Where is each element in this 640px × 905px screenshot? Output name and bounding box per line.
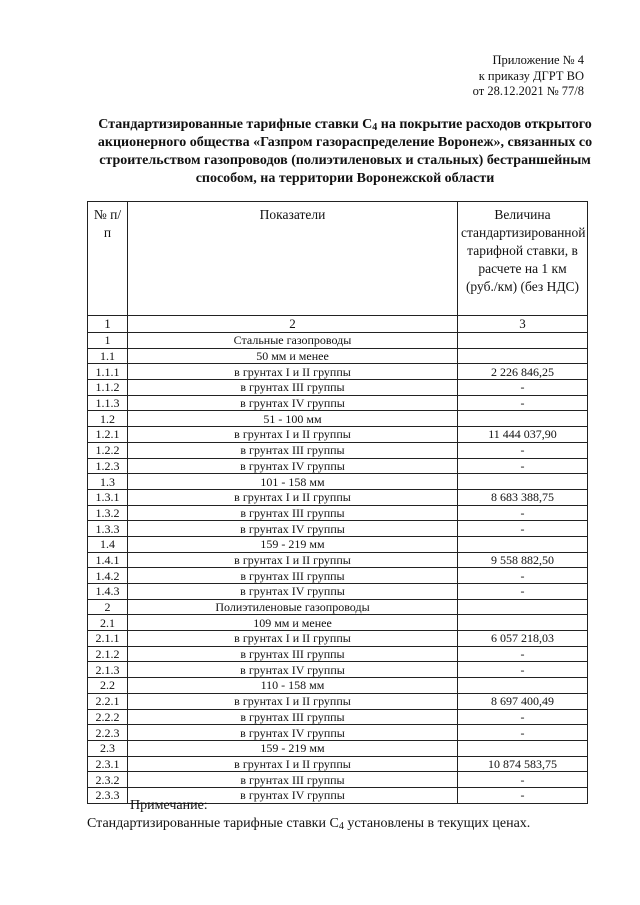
row-number: 1.2.1 xyxy=(88,427,128,443)
row-number: 1.4.1 xyxy=(88,552,128,568)
row-rate-value: 11 444 037,90 xyxy=(458,427,588,443)
table-row xyxy=(88,505,588,521)
row-indicator: 51 - 100 мм xyxy=(128,411,458,427)
row-number: 1.1 xyxy=(88,348,128,364)
row-indicator: 50 мм и менее xyxy=(128,348,458,364)
row-rate-value: - xyxy=(458,568,588,584)
row-indicator: 159 - 219 мм xyxy=(128,536,458,552)
annex-header xyxy=(473,53,584,100)
table-row xyxy=(88,364,588,380)
row-number: 2.2 xyxy=(88,678,128,694)
row-indicator: Стальные газопроводы xyxy=(128,333,458,349)
note-subscript: 4 xyxy=(338,821,344,832)
row-rate-value xyxy=(458,536,588,552)
table-row xyxy=(88,442,588,458)
row-rate-value: - xyxy=(458,709,588,725)
table-row xyxy=(88,380,588,396)
row-indicator: в грунтах III группы xyxy=(128,709,458,725)
row-indicator: в грунтах I и II группы xyxy=(128,552,458,568)
header-indicators: Показатели xyxy=(128,202,458,316)
row-indicator: в грунтах III группы xyxy=(128,505,458,521)
row-number: 2.1.2 xyxy=(88,646,128,662)
document-title xyxy=(80,116,610,188)
row-number: 1.3.1 xyxy=(88,489,128,505)
column-number-2: 2 xyxy=(128,316,458,333)
title-part-2: на покрытие расходов открытого акционерного общества «Газпром газораспределение Воронеж», связанных со строительством газопроводов (полиэтиленовых и стальных) бестраншейным способом, на территории Воронежской области xyxy=(97,117,593,186)
row-rate-value: 10 874 583,75 xyxy=(458,756,588,772)
table-row xyxy=(88,678,588,694)
tariff-rates-table xyxy=(87,201,588,804)
table-row xyxy=(88,521,588,537)
row-indicator: в грунтах IV группы xyxy=(128,521,458,537)
row-rate-value: 6 057 218,03 xyxy=(458,631,588,647)
table-row xyxy=(88,584,588,600)
row-rate-value: - xyxy=(458,772,588,788)
table-row xyxy=(88,333,588,349)
row-indicator: в грунтах III группы xyxy=(128,568,458,584)
row-number: 2.3.3 xyxy=(88,787,128,803)
row-indicator: в грунтах I и II группы xyxy=(128,756,458,772)
row-number: 2.2.2 xyxy=(88,709,128,725)
row-number: 2.3 xyxy=(88,740,128,756)
row-rate-value xyxy=(458,678,588,694)
row-rate-value: - xyxy=(458,662,588,678)
row-number: 2.3.1 xyxy=(88,756,128,772)
header-number: № п/п xyxy=(88,202,128,316)
table-row xyxy=(88,552,588,568)
column-number-1: 1 xyxy=(88,316,128,333)
row-rate-value: - xyxy=(458,505,588,521)
row-rate-value xyxy=(458,740,588,756)
column-numbers-row xyxy=(88,316,588,333)
row-number: 1.4.2 xyxy=(88,568,128,584)
row-indicator: в грунтах IV группы xyxy=(128,725,458,741)
table-row xyxy=(88,725,588,741)
row-number: 2.3.2 xyxy=(88,772,128,788)
row-rate-value: - xyxy=(458,395,588,411)
row-indicator: в грунтах III группы xyxy=(128,380,458,396)
row-rate-value: - xyxy=(458,521,588,537)
row-rate-value: - xyxy=(458,725,588,741)
table-row xyxy=(88,474,588,490)
row-rate-value: 2 226 846,25 xyxy=(458,364,588,380)
table-row xyxy=(88,740,588,756)
row-rate-value: - xyxy=(458,646,588,662)
row-number: 1.1.1 xyxy=(88,364,128,380)
title-subscript: 4 xyxy=(372,122,378,133)
row-indicator: Полиэтиленовые газопроводы xyxy=(128,599,458,615)
row-indicator: в грунтах I и II группы xyxy=(128,631,458,647)
table-row xyxy=(88,709,588,725)
table-row xyxy=(88,599,588,615)
row-rate-value: - xyxy=(458,458,588,474)
row-rate-value xyxy=(458,615,588,631)
row-indicator: в грунтах III группы xyxy=(128,772,458,788)
row-rate-value: 8 697 400,49 xyxy=(458,693,588,709)
row-number: 1.2 xyxy=(88,411,128,427)
note-part-1: Стандартизированные тарифные ставки С xyxy=(87,816,339,831)
row-rate-value xyxy=(458,599,588,615)
row-rate-value: - xyxy=(458,442,588,458)
row-indicator: в грунтах I и II группы xyxy=(128,427,458,443)
table-row xyxy=(88,536,588,552)
row-rate-value: - xyxy=(458,380,588,396)
note-part-2: установлены в текущих ценах. xyxy=(343,816,531,831)
table-row xyxy=(88,646,588,662)
table-header-row xyxy=(88,202,588,316)
table-row xyxy=(88,395,588,411)
row-number: 2.1.3 xyxy=(88,662,128,678)
row-number: 2.2.3 xyxy=(88,725,128,741)
row-number: 1 xyxy=(88,333,128,349)
table-row xyxy=(88,693,588,709)
table-row xyxy=(88,631,588,647)
annex-order-ref: к приказу ДГРТ ВО xyxy=(478,68,584,83)
table-row xyxy=(88,348,588,364)
row-number: 1.1.3 xyxy=(88,395,128,411)
row-rate-value: 8 683 388,75 xyxy=(458,489,588,505)
row-number: 1.4 xyxy=(88,536,128,552)
row-indicator: в грунтах I и II группы xyxy=(128,693,458,709)
table-row xyxy=(88,568,588,584)
table-row xyxy=(88,411,588,427)
note-label: Примечание: xyxy=(130,798,208,813)
row-indicator: 159 - 219 мм xyxy=(128,740,458,756)
row-indicator: в грунтах IV группы xyxy=(128,584,458,600)
table-row xyxy=(88,458,588,474)
row-indicator: в грунтах IV группы xyxy=(128,662,458,678)
row-number: 2.1.1 xyxy=(88,631,128,647)
row-rate-value xyxy=(458,348,588,364)
row-indicator: в грунтах III группы xyxy=(128,442,458,458)
row-indicator: 109 мм и менее xyxy=(128,615,458,631)
row-number: 1.3.3 xyxy=(88,521,128,537)
table-row xyxy=(88,489,588,505)
title-part-1: Стандартизированные тарифные ставки С xyxy=(98,117,373,132)
row-number: 1.1.2 xyxy=(88,380,128,396)
column-number-3: 3 xyxy=(458,316,588,333)
annex-order-date: от 28.12.2021 № 77/8 xyxy=(472,84,584,98)
row-number: 1.2.3 xyxy=(88,458,128,474)
row-rate-value: - xyxy=(458,584,588,600)
row-number: 2.1 xyxy=(88,615,128,631)
row-rate-value: 9 558 882,50 xyxy=(458,552,588,568)
row-number: 1.2.2 xyxy=(88,442,128,458)
row-indicator: в грунтах IV группы xyxy=(128,395,458,411)
row-rate-value xyxy=(458,411,588,427)
row-indicator: в грунтах IV группы xyxy=(128,787,458,803)
note-text xyxy=(87,816,607,832)
row-number: 1.3 xyxy=(88,474,128,490)
row-rate-value xyxy=(458,474,588,490)
row-indicator: 101 - 158 мм xyxy=(128,474,458,490)
row-indicator: в грунтах I и II группы xyxy=(128,489,458,505)
row-indicator: 110 - 158 мм xyxy=(128,678,458,694)
header-rate-value: Величина стандартизированной тарифной ставки, в расчете на 1 км (руб./км) (без НДС) xyxy=(458,202,588,316)
row-number: 1.4.3 xyxy=(88,584,128,600)
row-rate-value: - xyxy=(458,787,588,803)
table-row xyxy=(88,427,588,443)
annex-number: Приложение № 4 xyxy=(492,53,584,67)
row-indicator: в грунтах I и II группы xyxy=(128,364,458,380)
row-number: 1.3.2 xyxy=(88,505,128,521)
table-row xyxy=(88,615,588,631)
table-row xyxy=(88,662,588,678)
row-rate-value xyxy=(458,333,588,349)
row-number: 2 xyxy=(88,599,128,615)
row-number: 2.2.1 xyxy=(88,693,128,709)
table-row xyxy=(88,756,588,772)
table-row xyxy=(88,772,588,788)
row-indicator: в грунтах IV группы xyxy=(128,458,458,474)
row-indicator: в грунтах III группы xyxy=(128,646,458,662)
